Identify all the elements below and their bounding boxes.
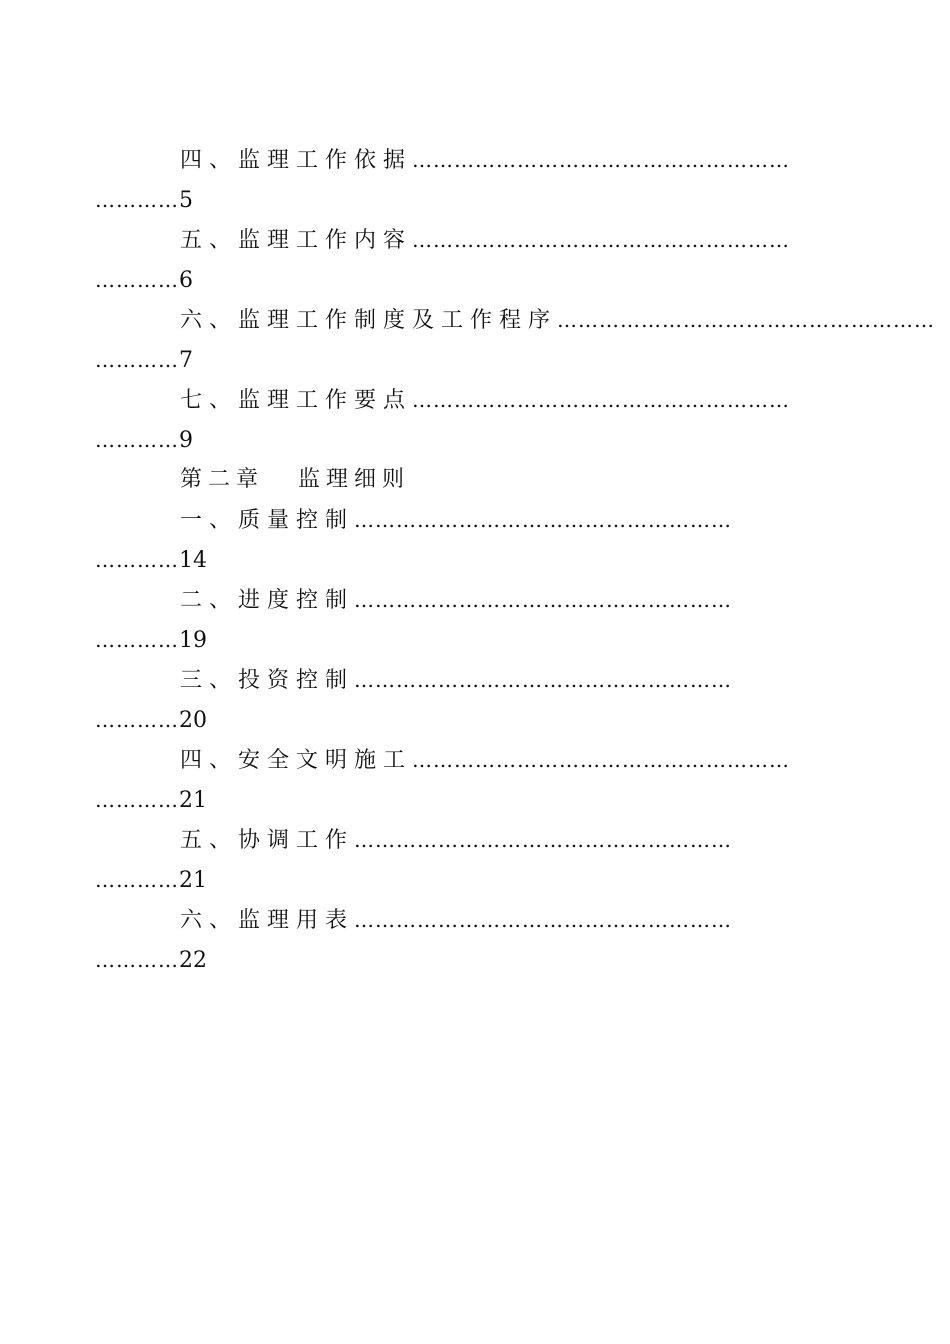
toc-leader-dots: ………… bbox=[95, 548, 179, 572]
toc-page-number: 21 bbox=[179, 868, 207, 893]
toc-entry-label: 五、监理工作内容 bbox=[180, 228, 413, 253]
chapter-heading bbox=[180, 460, 950, 500]
toc-entry-key-points[interactable] bbox=[0, 380, 950, 460]
toc-entry-investment[interactable] bbox=[0, 660, 950, 740]
toc-entry-label: 六、监理用表 bbox=[180, 908, 355, 933]
toc-leader-dots: ………… bbox=[95, 428, 179, 452]
toc-leader-dots: ……………………………………………… bbox=[412, 388, 791, 412]
toc-entry-label: 一、质量控制 bbox=[180, 508, 355, 533]
toc-leader-dots: ………… bbox=[95, 188, 179, 212]
toc-entry-safety[interactable] bbox=[0, 740, 950, 820]
toc-entry-label: 五、协调工作 bbox=[180, 828, 355, 853]
toc-leader-dots: ……………………………………………… bbox=[354, 508, 733, 532]
toc-entry-content[interactable] bbox=[0, 220, 950, 300]
toc-entry-label: 四、监理工作依据 bbox=[180, 148, 413, 173]
toc-leader-dots: ……………………………………………… bbox=[354, 668, 733, 692]
toc-leader-dots: ………… bbox=[95, 268, 179, 292]
toc-entry-system[interactable] bbox=[0, 300, 950, 380]
chapter-title: 监理细则 bbox=[298, 467, 411, 492]
toc-leader-dots: ……………………………………………… bbox=[412, 148, 791, 172]
toc-page-number: 7 bbox=[179, 348, 193, 373]
toc-page-number: 6 bbox=[179, 268, 193, 293]
toc-page-number: 9 bbox=[179, 428, 193, 453]
toc-entry-label: 六、监理工作制度及工作程序 bbox=[180, 308, 558, 333]
toc-leader-dots: ………… bbox=[95, 628, 179, 652]
toc-leader-dots: ………… bbox=[95, 788, 179, 812]
toc-page-number: 5 bbox=[179, 188, 193, 213]
toc-entry-label: 四、安全文明施工 bbox=[180, 748, 413, 773]
toc-leader-dots: ………… bbox=[95, 868, 179, 892]
toc-entry-basis[interactable] bbox=[0, 140, 950, 220]
toc-entry-label: 七、监理工作要点 bbox=[180, 388, 413, 413]
toc-leader-dots: ………… bbox=[95, 348, 179, 372]
toc-leader-dots: ……………………………………………… bbox=[354, 908, 733, 932]
toc-leader-dots: ……………………………………………… bbox=[412, 748, 791, 772]
toc-page-number: 14 bbox=[179, 548, 207, 573]
toc-leader-dots: ……………………………………………… bbox=[412, 228, 791, 252]
toc-leader-dots: ……………………………………………… bbox=[354, 828, 733, 852]
toc-page-number: 19 bbox=[179, 628, 207, 653]
toc-leader-dots: ………… bbox=[95, 948, 179, 972]
toc-leader-dots: ………… bbox=[95, 708, 179, 732]
toc-page-number: 21 bbox=[179, 788, 207, 813]
toc-entry-label: 二、进度控制 bbox=[180, 588, 355, 613]
toc-entry-label: 三、投资控制 bbox=[180, 668, 355, 693]
toc-entry-coordination[interactable] bbox=[0, 820, 950, 900]
table-of-contents bbox=[0, 140, 950, 980]
toc-entry-forms[interactable] bbox=[0, 900, 950, 980]
toc-entry-schedule[interactable] bbox=[0, 580, 950, 660]
chapter-number: 第二章 bbox=[180, 467, 265, 492]
toc-page-number: 20 bbox=[179, 708, 207, 733]
toc-leader-dots: ……………………………………………… bbox=[557, 308, 936, 332]
toc-page-number: 22 bbox=[179, 948, 207, 973]
toc-leader-dots: ……………………………………………… bbox=[354, 588, 733, 612]
toc-entry-quality[interactable] bbox=[0, 500, 950, 580]
